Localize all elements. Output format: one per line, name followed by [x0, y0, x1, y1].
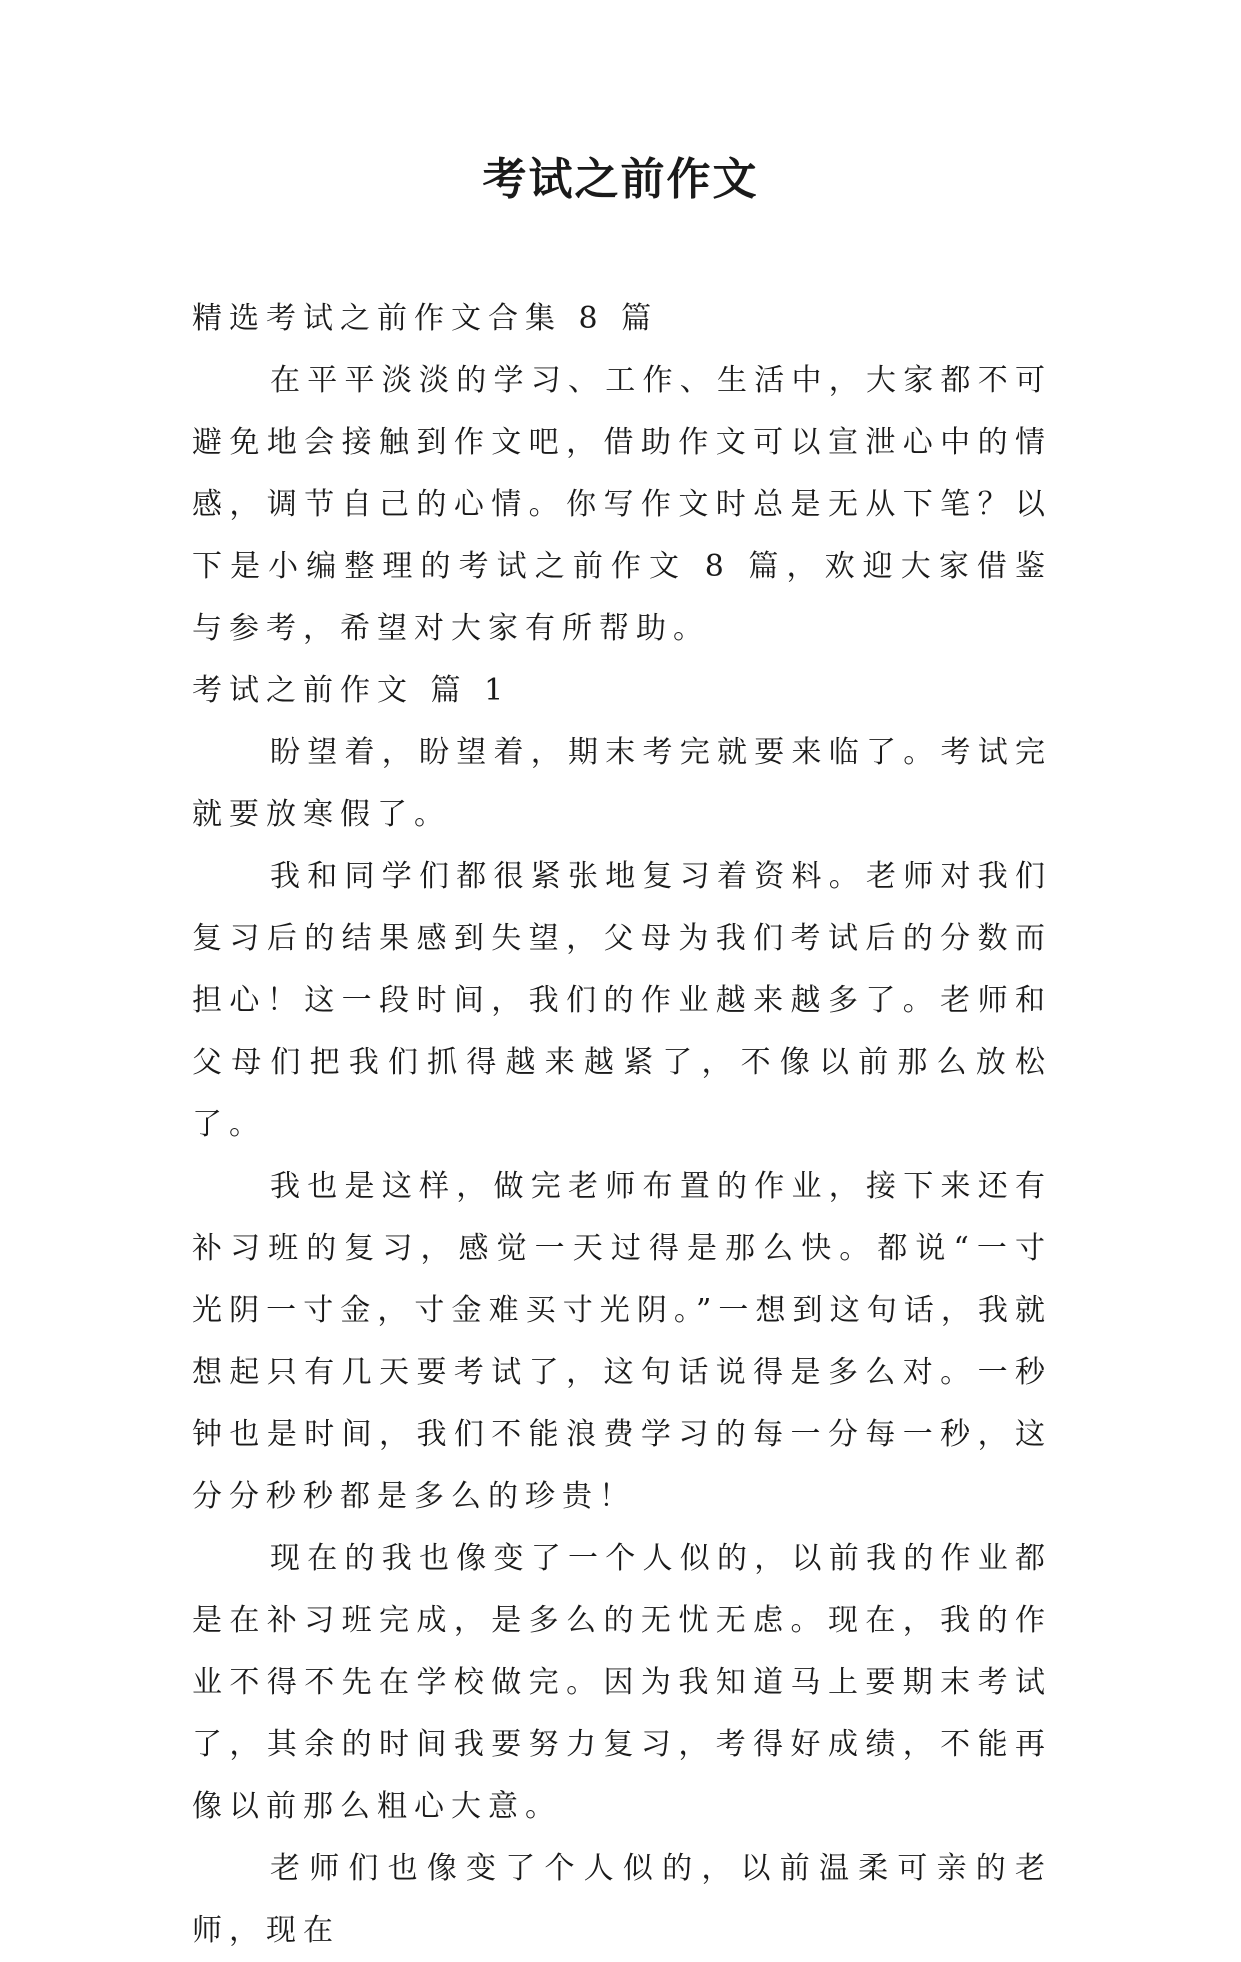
paragraph-text: 我和同学们都很紧张地复习着资料。老师对我们复习后的结果感到失望，父母为我们考试后的分数而担心！这一段时间，我们的作业越来越多了。老师和父母们把我们抓得越来越紧了，不像以前那么放松了。 [192, 859, 1052, 1142]
collection-subtitle: 精选考试之前作文合集 8 篇 [192, 301, 659, 336]
document-title: 考试之前作文 [482, 154, 759, 205]
paragraph-text: 在平平淡淡的学习、工作、生活中，大家都不可避免地会接触到作文吧，借助作文可以宣泄心中的情感，调节自己的心情。你写作文时总是无从下笔？以下是小编整理的考试之前作文 8 篇，欢迎大家借鉴与参考，希望对大家有所帮助。 [192, 363, 1052, 646]
body-paragraphs [192, 722, 1052, 1962]
paragraph-text: 我也是这样，做完老师布置的作业，接下来还有补习班的复习，感觉一天过得是那么快。都说“一寸光阴一寸金，寸金难买寸光阴。”一想到这句话，我就想起只有几天要考试了，这句话说得是多么对。一秒钟也是时间，我们不能浪费学习的每一分每一秒，这分分秒秒都是多么的珍贵！ [192, 1169, 1052, 1514]
intro-paragraph [192, 350, 1052, 660]
document-body [192, 288, 1052, 1962]
section-heading: 考试之前作文 篇 1 [192, 673, 511, 708]
paragraph-text: 现在的我也像变了一个人似的，以前我的作业都是在补习班完成，是多么的无忧无虑。现在，我的作业不得不先在学校做完。因为我知道马上要期末考试了，其余的时间我要努力复习，考得好成绩，不能再像以前那么粗心大意。 [192, 1541, 1052, 1824]
paragraph-text: 老师们也像变了个人似的，以前温柔可亲的老师，现在 [192, 1851, 1052, 1948]
paragraph-text: 盼望着，盼望着，期末考完就要来临了。考试完就要放寒假了。 [192, 735, 1052, 832]
